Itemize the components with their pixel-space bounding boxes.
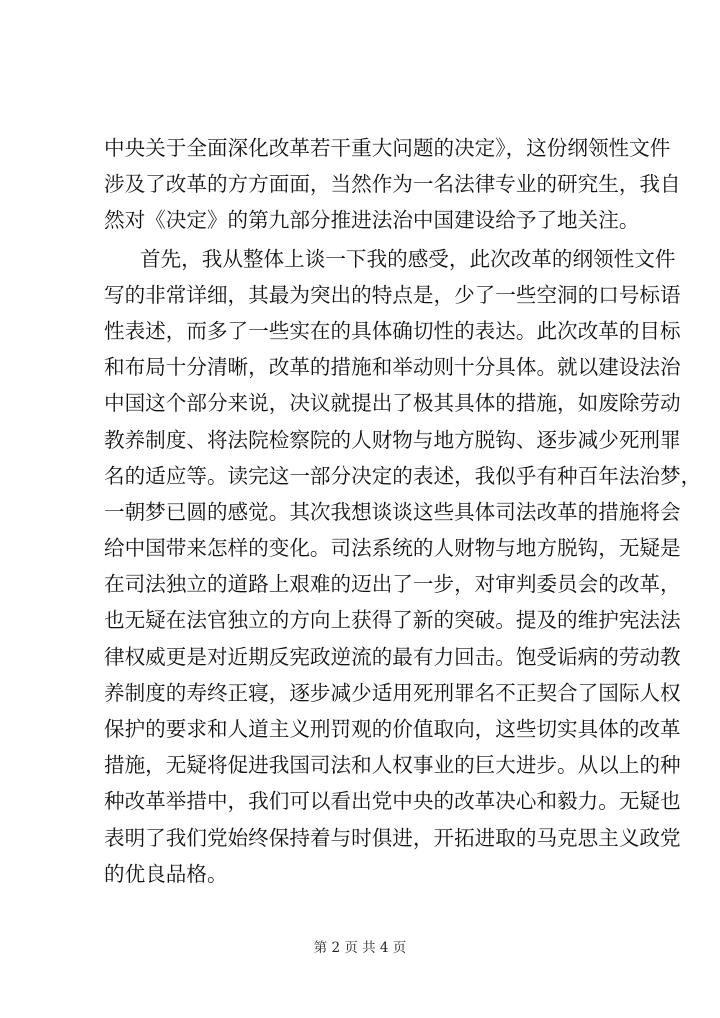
paragraph-2 (104, 241, 702, 892)
text-line: 写的非常详细，其最为突出的特点是，少了一些空洞的口号标语 (104, 282, 681, 307)
text-line: 律权威更是对近期反宪政逆流的最有力回击。饱受诟病的劳动教 (104, 644, 681, 669)
text-line: 养制度的寿终正寝，逐步减少适用死刑罪名不正契合了国际人权 (104, 680, 681, 705)
text-line: 在司法独立的道路上艰难的迈出了一步，对审判委员会的改革， (104, 572, 681, 597)
text-line: 表明了我们党始终保持着与时俱进，开拓进取的马克思主义政党 (104, 825, 681, 850)
text-line: 种改革举措中，我们可以看出党中央的改革决心和毅力。无疑也 (104, 789, 681, 814)
text-line: 中国这个部分来说，决议就提出了极其具体的措施，如废除劳动 (104, 391, 681, 416)
text-line: 首先，我从整体上谈一下我的感受，此次改革的纲领性文件 (140, 246, 676, 271)
paragraph-1 (104, 130, 681, 239)
text-line: 和布局十分清晰，改革的措施和举动则十分具体。就以建设法治 (104, 355, 681, 380)
text-line: 然对《决定》的第九部分推进法治中国建设给予了地关注。 (104, 208, 640, 233)
page-number-footer: 第 2 页 共 4 页 (313, 940, 407, 956)
text-line: 教养制度、将法院检察院的人财物与地方脱钩、逐步减少死刑罪 (104, 427, 681, 452)
text-line: 给中国带来怎样的变化。司法系统的人财物与地方脱钩，无疑是 (104, 536, 681, 561)
text-line: 性表述，而多了一些实在的具体确切性的表达。此次改革的目标 (104, 318, 681, 343)
text-line: 一朝梦已圆的感觉。其次我想谈谈这些具体司法改革的措施将会 (104, 499, 681, 524)
text-line: 中央关于全面深化改革若干重大问题的决定》，这份纲领性文件 (104, 136, 671, 160)
text-line: 名的适应等。读完这一部分决定的表述，我似乎有种百年法治梦， (104, 463, 702, 488)
body-text (104, 130, 702, 892)
text-line: 保护的要求和人道主义刑罚观的价值取向，这些切实具体的改革 (104, 717, 681, 741)
text-line: 措施，无疑将促进我国司法和人权事业的巨大进步。从以上的种 (104, 753, 681, 778)
text-line: 也无疑在法官独立的方向上获得了新的突破。提及的维护宪法法 (104, 608, 681, 633)
text-line: 的优良品格。 (104, 861, 228, 886)
text-line: 涉及了改革的方方面面，当然作为一名法律专业的研究生，我自 (104, 172, 681, 197)
